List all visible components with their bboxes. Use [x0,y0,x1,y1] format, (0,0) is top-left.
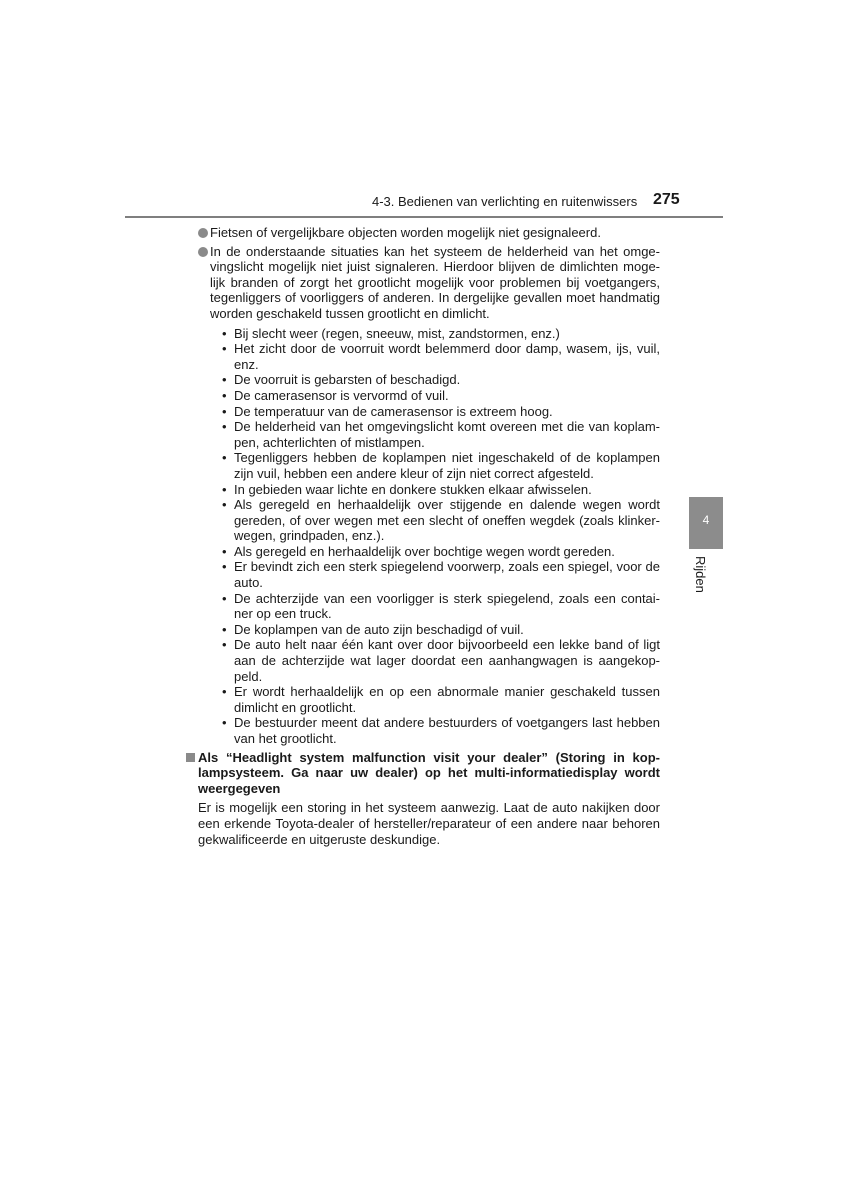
circle-bullet-icon [198,228,208,238]
list-item [222,684,660,715]
chapter-tab-label: Rijden [693,556,708,593]
list-item [222,450,660,481]
list-item [222,544,660,560]
bullet-icon: • [222,497,227,513]
list-item [222,372,660,388]
bullet-icon: • [222,590,227,606]
list-item-text: Er bevindt zich een sterk spiegelend voorwerp, zoals een spiegel, voor de auto. [234,559,660,591]
list-item-text: Er wordt herhaaldelijk en op een abnormale manier geschakeld tussen dimlicht en grootlicht. [234,684,660,715]
list-item [222,715,660,746]
sub-list [222,326,660,747]
list-item [222,326,660,342]
bullet-icon: • [222,481,227,497]
bullet-icon: • [222,450,227,466]
list-item [222,591,660,622]
list-item [222,341,660,372]
list-item-text: De bestuurder meent dat andere bestuurders of voetgangers last hebben van het grootlicht. [234,715,660,746]
list-item [222,622,660,638]
list-item-text: De auto helt naar één kant over door bijvoorbeeld een lekke band of ligt aan de achterzijde wat lager doordat een aanhangwagen is aangekop-peld. [234,637,660,684]
list-item-text: In gebieden waar lichte en donkere stukken elkaar afwisselen. [234,481,592,497]
list-item [222,482,660,498]
chapter-tab-number: 4 [702,513,710,527]
dot-item [198,244,660,747]
bullet-icon: • [222,637,227,653]
list-item-text: Tegenliggers hebben de koplampen niet ingeschakeld of de koplampen zijn vuil, hebben een andere kleur of zijn niet correct afgesteld. [234,450,660,481]
list-item-text: De koplampen van de auto zijn beschadigd of vuil. [234,621,524,637]
dot-item [198,225,660,241]
bullet-icon: • [222,387,227,403]
list-item-text: De temperatuur van de camerasensor is extreem hoog. [234,403,553,419]
dot-item-text: In de onderstaande situaties kan het systeem de helderheid van het omge-vingslicht mogelijk niet juist signaleren. Hierdoor blijven de dimlichten moge-lijk branden of zorgt het grootlicht mogelijk voor problemen bij voetgangers, tegenliggers of voorliggers of anderen. In dergelijke gevallen moet handmatig worden geschakeld tussen grootlicht en dimlicht. [210,243,660,321]
header-rule [125,216,723,218]
bullet-icon: • [222,715,227,731]
list-item [222,497,660,544]
list-item [222,404,660,420]
list-item-text: De voorruit is gebarsten of beschadigd. [234,372,461,388]
list-item [222,419,660,450]
list-item [222,637,660,684]
list-item-text: Als geregeld en herhaaldelijk over stijgende en dalende wegen wordt gereden, of over wegen met een slecht of oneffen wegdek (zoals klinker-wegen, grindpaden, enz.). [234,497,660,544]
page-number: 275 [653,191,680,208]
bullet-icon: • [222,543,227,559]
section-heading: Als “Headlight system malfunction visit your dealer” (Storing in kop-lampsysteem. Ga naar uw dealer) op het multi-informatiedisplay wordt weergegeven [198,749,660,796]
list-item-text: De helderheid van het omgevingslicht komt overeen met die van koplam-pen, achterlichten of mistlampen. [234,419,660,450]
circle-bullet-icon [198,247,208,257]
bullet-icon: • [222,403,227,419]
bullet-icon: • [222,419,227,435]
chapter-tab [689,497,723,549]
dot-item-text: Fietsen of vergelijkbare objecten worden mogelijk niet gesignaleerd. [210,225,601,240]
list-item-text: Het zicht door de voorruit wordt belemmerd door damp, wasem, ijs, vuil, enz. [234,341,660,372]
bullet-icon: • [222,684,227,700]
list-item-text: Als geregeld en herhaaldelijk over bochtige wegen wordt gereden. [234,543,615,559]
square-bullet-icon [186,753,195,762]
bullet-icon: • [222,325,227,341]
main-content [198,225,660,847]
bullet-icon: • [222,621,227,637]
list-item [222,559,660,590]
list-item [222,388,660,404]
section [186,750,660,797]
header-title: 4-3. Bedienen van verlichting en ruitenwissers [372,194,638,209]
bullet-icon: • [222,559,227,575]
list-item-text: De camerasensor is vervormd of vuil. [234,387,449,403]
section-body: Er is mogelijk een storing in het systeem aanwezig. Laat de auto nakijken door een erkende Toyota-dealer of hersteller/reparateur of een andere naar behoren gekwalificeerde en uitgeruste deskundige. [198,800,660,847]
bullet-icon: • [222,372,227,388]
bullet-icon: • [222,341,227,357]
list-item-text: De achterzijde van een voorligger is sterk spiegelend, zoals een contai-ner op een truck. [234,590,660,622]
list-item-text: Bij slecht weer (regen, sneeuw, mist, zandstormen, enz.) [234,325,560,341]
